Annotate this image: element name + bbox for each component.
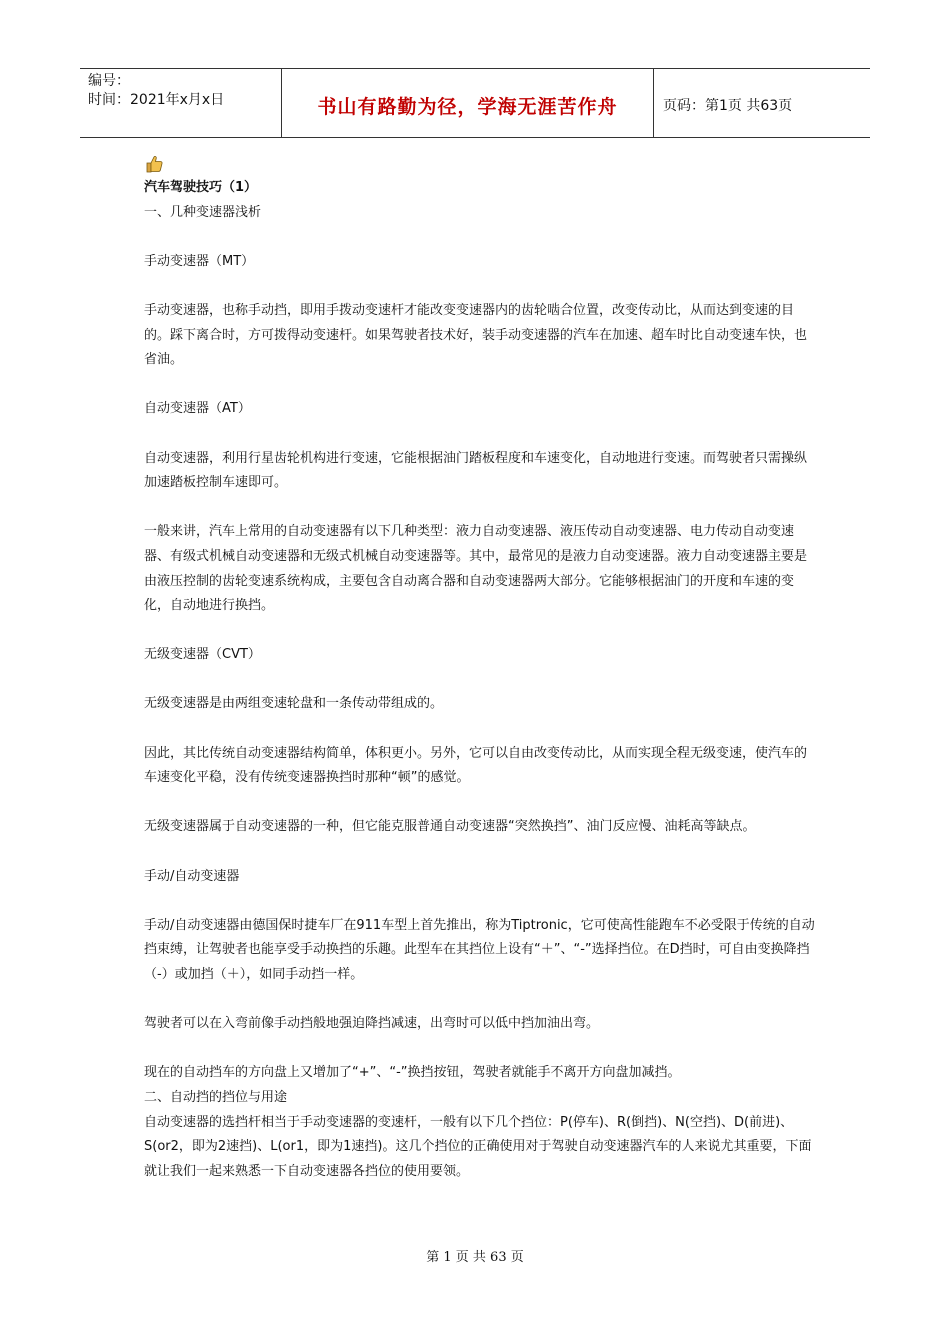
tiptronic-heading: 手动/自动变速器 xyxy=(144,868,240,884)
thumbs-up-icon xyxy=(144,154,164,174)
header-meta xyxy=(80,69,281,137)
mt-heading: 手动变速器（MT） xyxy=(144,253,255,269)
at-types-paragraph: 一般来讲，汽车上常用的自动变速器有以下几种类型：液力自动变速器、液压传动自动变速器、电力传动自动变速器、有级式机械自动变速器和无级式机械自动变速器等。其中，最常见的是液力自动变速器。液力自动变速器主要是由液压控制的齿轮变速系统构成，主要包含自动离合器和自动变速器两大部分。它能够根据油门的开度和车速的变化，自动地进行换挡。 xyxy=(144,524,808,614)
document-title: 汽车驾驶技巧（1） xyxy=(144,180,258,195)
page-footer: 第 1 页 共 63 页 xyxy=(426,1250,524,1265)
cvt-paragraph-3: 无级变速器属于自动变速器的一种，但它能克服普通自动变速器“突然换挡”、油门反应慢、油耗高等缺点。 xyxy=(144,819,756,835)
document-body xyxy=(144,154,816,1184)
number-label: 编号： xyxy=(88,73,130,89)
cvt-paragraph-2: 因此，其比传统自动变速器结构简单，体积更小。另外，它可以自由改变传动比，从而实现全程无级变速，使汽车的车速变化平稳，没有传统变速器换挡时那种“顿”的感觉。 xyxy=(144,745,808,786)
at-heading: 自动变速器（AT） xyxy=(144,401,251,417)
page-info: 页码：第1页 共63页 xyxy=(663,98,793,114)
section-heading-2: 二、自动挡的挡位与用途 xyxy=(144,1089,288,1105)
mt-paragraph: 手动变速器，也称手动挡，即用手拨动变速杆才能改变变速器内的齿轮啮合位置，改变传动比，从而达到变速的目的。踩下离合时，方可拨得动变速杆。如果驾驶者技术好，装手动变速器的汽车在加速、超车时比自动变速车快，也省油。 xyxy=(144,302,808,368)
header-table xyxy=(80,68,870,138)
gear-positions-paragraph: 自动变速器的选挡杆相当于手动变速器的变速杆，一般有以下几个挡位：P(停车)、R(倒挡)、N(空挡)、D(前进)、S(or2，即为2速挡)、L(or1，即为1速挡)。这几个挡位的正确使用对于驾驶自动变速器汽车的人来说尤其重要，下面就让我们一起来熟悉一下自动变速器各挡位的使用要领。 xyxy=(144,1114,812,1179)
cvt-heading: 无级变速器（CVT） xyxy=(144,647,261,663)
at-paragraph: 自动变速器，利用行星齿轮机构进行变速，它能根据油门踏板程度和车速变化，自动地进行变速。而驾驶者只需操纵加速踏板控制车速即可。 xyxy=(144,450,808,491)
tiptronic-paragraph-2: 驾驶者可以在入弯前像手动挡般地强迫降挡减速，出弯时可以低中挡加油出弯。 xyxy=(144,1016,600,1032)
tiptronic-paragraph-3: 现在的自动挡车的方向盘上又增加了“+”、“-”换挡按钮，驾驶者就能手不离开方向盘加减挡。 xyxy=(144,1065,681,1081)
cvt-paragraph-1: 无级变速器是由两组变速轮盘和一条传动带组成的。 xyxy=(144,696,444,712)
tiptronic-paragraph-1: 手动/自动变速器由德国保时捷车厂在911车型上首先推出，称为Tiptronic，它可使高性能跑车不必受限于传统的自动挡束缚，让驾驶者也能享受手动换挡的乐趣。此型车在其挡位上设有“＋”、“-”选择挡位。在D挡时，可自由变换降挡（-）或加挡（＋），如同手动挡一样。 xyxy=(144,917,815,982)
section-heading-1: 一、几种变速器浅析 xyxy=(144,204,262,220)
motto: 书山有路勤为径，学海无涯苦作舟 xyxy=(281,69,654,137)
time-label: 时间：2021年x月x日 xyxy=(88,92,225,108)
